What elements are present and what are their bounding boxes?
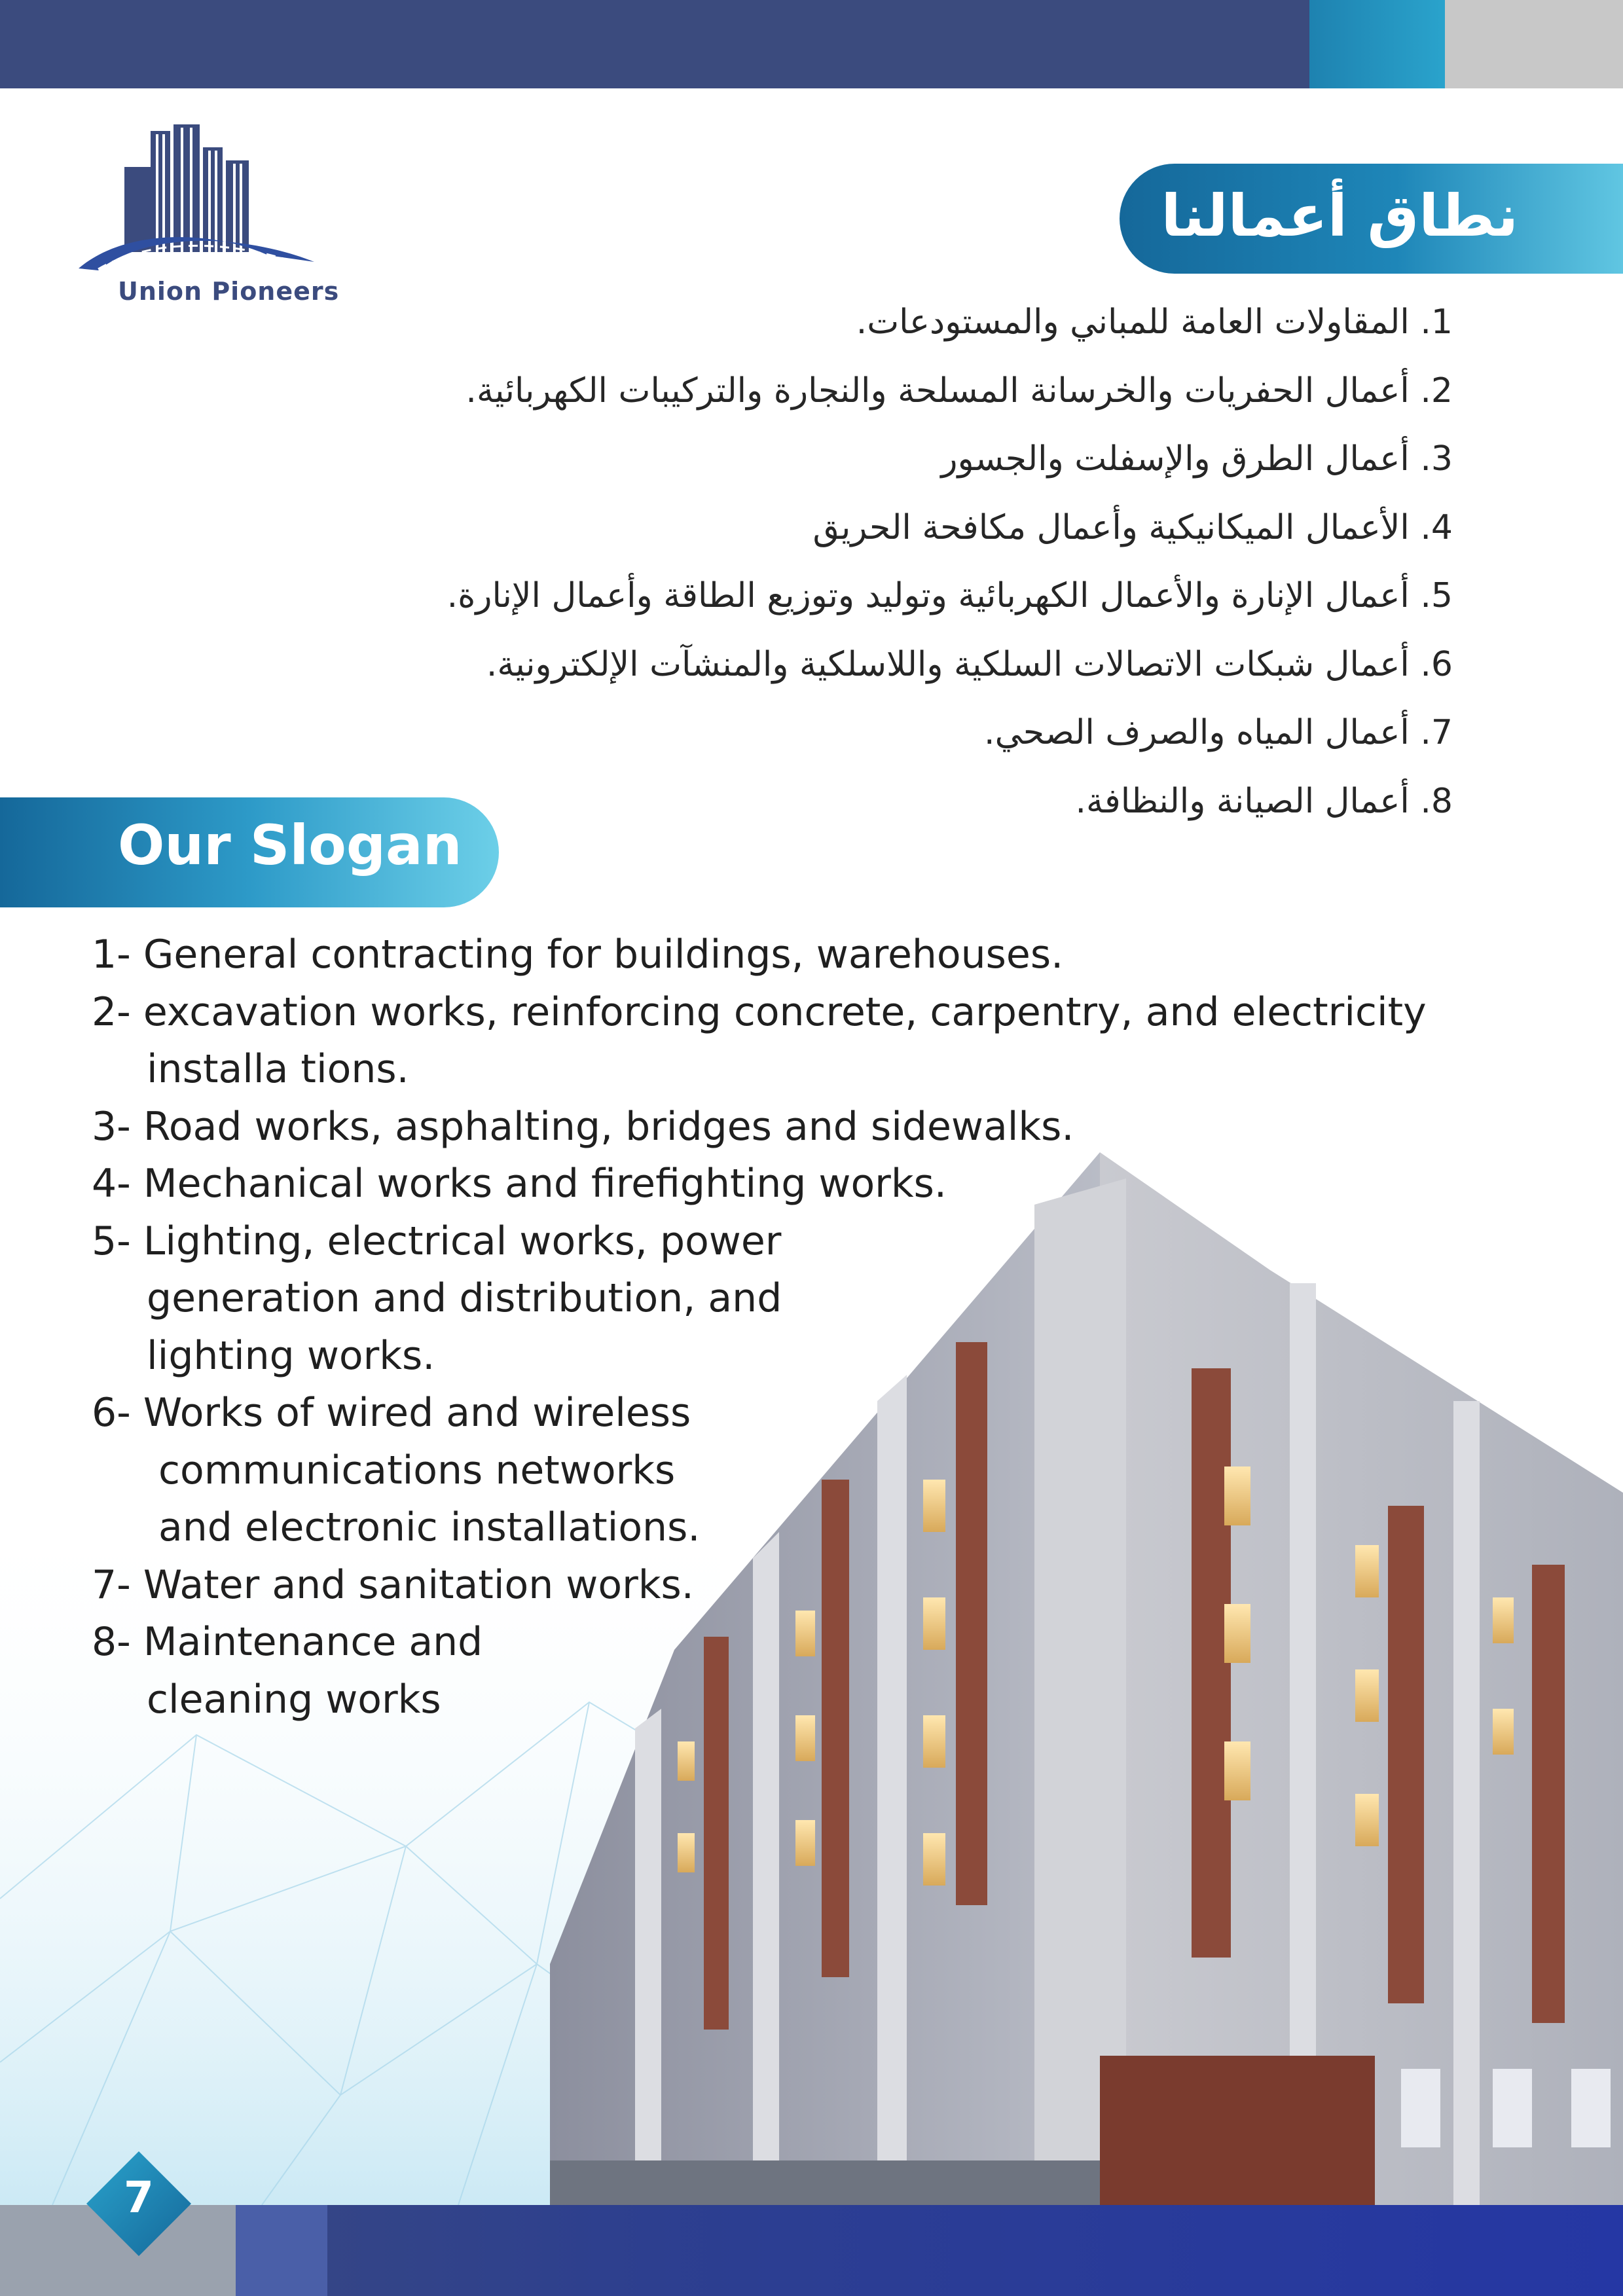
list-item: 3. أعمال الطرق والإسفلت والجسور <box>941 439 1453 479</box>
top-banner-grey <box>1445 0 1623 88</box>
list-item: 2- excavation works, reinforcing concrete, carpentry, and electricity <box>92 989 1427 1035</box>
continuation-text: cleaning works <box>147 1676 441 1722</box>
list-item: 7- Water and sanitation works. <box>92 1561 694 1608</box>
list-item-continuation <box>92 1328 1427 1385</box>
list-item: 1. المقاولات العامة للمباني والمستودعات. <box>856 302 1453 342</box>
english-scope-list <box>92 926 1427 1728</box>
list-item: 5- Lighting, electrical works, power <box>92 1218 782 1264</box>
list-item: 7. أعمال المياه والصرف الصحي. <box>984 713 1453 752</box>
list-item: 2. أعمال الحفريات والخرسانة المسلحة والنجارة والتركيبات الكهربائية. <box>465 371 1453 410</box>
list-item-continuation <box>92 1041 1427 1099</box>
top-banner-accent <box>1309 0 1445 88</box>
arabic-section-title: نطاق أعمالنا <box>1161 182 1518 249</box>
continuation-text: generation and distribution, and <box>147 1275 782 1321</box>
list-item: 8- Maintenance and <box>92 1619 483 1665</box>
list-item: 4- Mechanical works and firefighting works. <box>92 1161 947 1207</box>
company-name: Union Pioneers <box>118 277 340 306</box>
list-item: 3- Road works, asphalting, bridges and sidewalks. <box>92 1103 1074 1150</box>
bottom-banner-mid <box>236 2205 327 2296</box>
continuation-text: installa tions. <box>147 1046 409 1092</box>
arabic-scope-list <box>209 288 1453 835</box>
continuation-text: communications networks <box>158 1447 676 1493</box>
list-item: 6- Works of wired and wireless <box>92 1390 691 1436</box>
continuation-text: and electronic installations. <box>158 1504 701 1550</box>
arabic-section-header <box>1120 164 1623 274</box>
page-number: 7 <box>124 2172 154 2223</box>
slogan-section-header <box>0 797 499 907</box>
list-item: 4. الأعمال الميكانيكية وأعمال مكافحة الحريق <box>812 507 1453 547</box>
list-item: 5. أعمال الإنارة والأعمال الكهربائية وتوليد وتوزيع الطاقة وأعمال الإنارة. <box>447 576 1453 615</box>
buildings-logo-icon <box>72 121 321 272</box>
list-item-continuation <box>92 1442 1427 1500</box>
list-item-continuation <box>92 1671 1427 1729</box>
continuation-text: lighting works. <box>147 1332 435 1379</box>
list-item: 1- General contracting for buildings, warehouses. <box>92 932 1064 977</box>
top-banner-bar <box>0 0 1309 88</box>
list-item: 6. أعمال شبكات الاتصالات السلكية واللاسلكية والمنشآت الإلكترونية. <box>486 644 1453 684</box>
list-item-continuation <box>92 1270 1427 1328</box>
list-item: 8. أعمال الصيانة والنظافة. <box>1075 781 1453 821</box>
slogan-section-title: Our Slogan <box>118 813 462 877</box>
list-item-continuation <box>92 1499 1427 1557</box>
company-logo <box>72 121 340 311</box>
